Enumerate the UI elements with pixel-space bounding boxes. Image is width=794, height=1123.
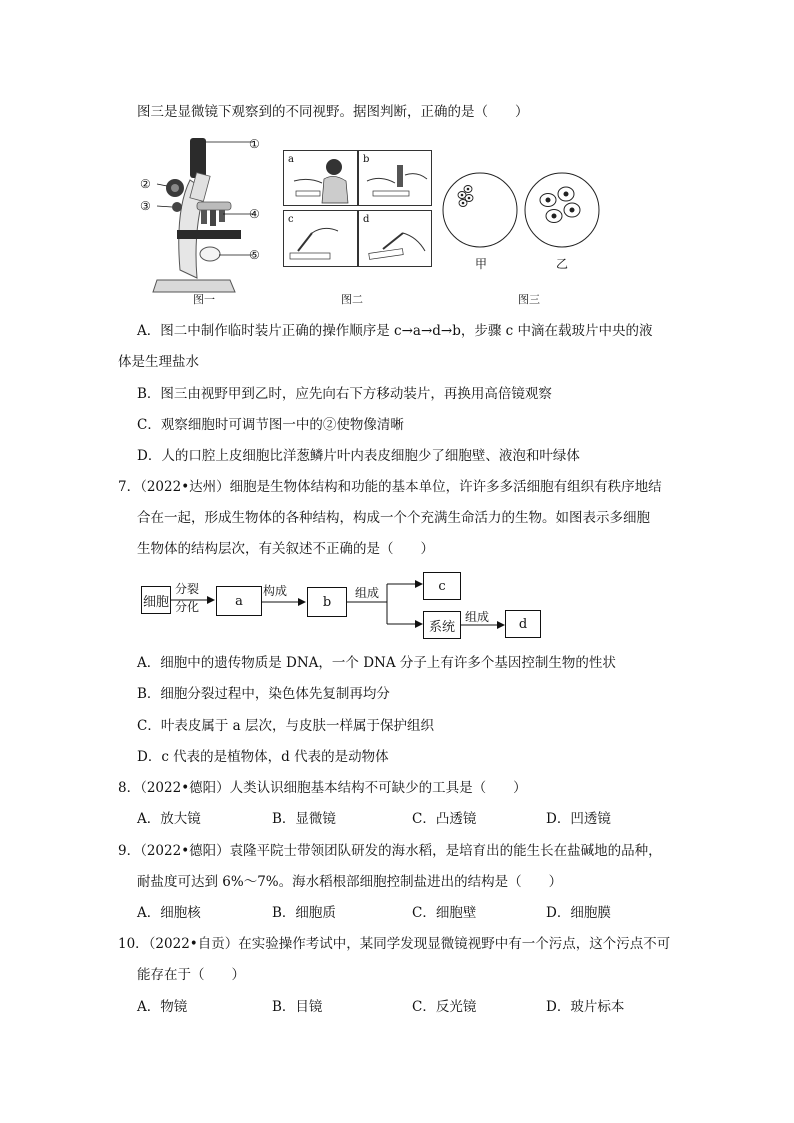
q10-stem-line-2: 能存在于（ ） bbox=[137, 967, 245, 983]
q6-option-c: C．观察细胞时可调节图一中的②使物像清晰 bbox=[137, 417, 404, 433]
diagram-box-d: d bbox=[505, 610, 541, 638]
q7-option-c: C．叶表皮属于 a 层次，与皮肤一样属于保护组织 bbox=[137, 718, 434, 734]
diagram-diff-label: 分化 bbox=[175, 600, 200, 614]
panel-d-drawing bbox=[359, 211, 431, 266]
panel-a-drawing bbox=[284, 151, 357, 205]
panel-a-label: a bbox=[288, 154, 294, 165]
microscope-label-1: ① bbox=[249, 137, 260, 151]
arrow-b-branch bbox=[347, 578, 427, 630]
q6-option-a-cont: 体是生理盐水 bbox=[118, 354, 199, 370]
q7-option-d: D．c 代表的是植物体，d 代表的是动物体 bbox=[137, 749, 389, 765]
q9-option-d: D．细胞膜 bbox=[546, 905, 611, 921]
diagram-box-a: a bbox=[216, 586, 262, 616]
q10-option-d: D．玻片标本 bbox=[546, 999, 625, 1015]
panel-b-drawing bbox=[359, 151, 431, 205]
q7-stem-line-1: 7．（2022•达州）细胞是生物体结构和功能的基本单位，许许多多活细胞有组织有秩序地结 bbox=[118, 479, 662, 495]
figure-2-caption: 图二 bbox=[341, 293, 363, 306]
q7-option-b: B．细胞分裂过程中，染色体先复制再均分 bbox=[137, 686, 390, 702]
q10-option-b: B．目镜 bbox=[272, 999, 323, 1015]
q10-option-c: C．反光镜 bbox=[412, 999, 477, 1015]
panel-c bbox=[283, 210, 358, 267]
q7-option-a: A．细胞中的遗传物质是 DNA，一个 DNA 分子上有许多个基因控制生物的性状 bbox=[137, 655, 616, 671]
q10-option-a: A．物镜 bbox=[137, 999, 188, 1015]
arrow-system-to-d bbox=[461, 621, 507, 629]
panel-a bbox=[283, 150, 358, 206]
panel-c-drawing bbox=[284, 211, 357, 266]
q8-option-b: B．显微镜 bbox=[272, 811, 336, 827]
microscope-label-3: ③ bbox=[140, 199, 151, 213]
diagram-box-b: b bbox=[307, 587, 347, 617]
q7-stem-line-3: 生物体的结构层次，有关叙述不正确的是（ ） bbox=[137, 541, 434, 557]
microscope-label-2: ② bbox=[140, 177, 151, 191]
panel-b bbox=[358, 150, 432, 206]
q9-stem-line-2: 耐盐度可达到 6%～7%。海水稻根部细胞控制盐进出的结构是（ ） bbox=[137, 874, 563, 890]
view-jia-label: 甲 bbox=[475, 257, 488, 271]
q8-option-a: A．放大镜 bbox=[137, 811, 201, 827]
panel-b-label: b bbox=[363, 154, 370, 165]
arrow-a-to-b bbox=[262, 598, 308, 606]
diagram-compose-label-1: 组成 bbox=[355, 586, 380, 600]
diagram-split-label: 分裂 bbox=[175, 582, 200, 596]
q8-stem: 8．（2022•德阳）人类认识细胞基本结构不可缺少的工具是（ ） bbox=[118, 780, 527, 796]
question-6-intro: 图三是显微镜下观察到的不同视野。据图判断，正确的是（ ） bbox=[137, 104, 529, 120]
diagram-compose-label-2: 组成 bbox=[465, 610, 490, 624]
figure-1-caption: 图一 bbox=[193, 293, 215, 306]
panel-d bbox=[358, 210, 432, 267]
microscope-label-4: ④ bbox=[249, 207, 260, 221]
q7-stem-line-2: 合在一起，形成生物体的各种结构，构成一个个充满生命活力的生物。如图表示多细胞 bbox=[137, 510, 650, 526]
q9-stem-line-1: 9．（2022•德阳）袁隆平院士带领团队研发的海水稻，是培育出的能生长在盐碱地的品种， bbox=[118, 843, 662, 859]
q8-option-d: D．凹透镜 bbox=[546, 811, 611, 827]
q6-option-a: A．图二中制作临时装片正确的操作顺序是 c→a→d→b，步骤 c 中滴在载玻片中央的液 bbox=[137, 323, 653, 339]
q8-option-c: C．凸透镜 bbox=[412, 811, 477, 827]
panel-d-label: d bbox=[363, 214, 370, 225]
q10-stem-line-1: 10．（2022•自贡）在实验操作考试中，某同学发现显微镜视野中有一个污点，这个污点不可 bbox=[118, 936, 671, 952]
view-yi bbox=[522, 170, 602, 250]
arrow-cell-to-a bbox=[171, 596, 216, 604]
view-yi-label: 乙 bbox=[556, 257, 569, 271]
diagram-cell-box: 细胞 bbox=[141, 586, 171, 614]
microscope-label-5: ⑤ bbox=[249, 248, 260, 262]
diagram-box-c: c bbox=[423, 572, 461, 600]
diagram-box-system: 系统 bbox=[423, 611, 461, 639]
diagram-form-label: 构成 bbox=[263, 584, 288, 598]
q6-option-d: D．人的口腔上皮细胞比洋葱鳞片叶内表皮细胞少了细胞壁、液泡和叶绿体 bbox=[137, 448, 580, 464]
q9-option-a: A．细胞核 bbox=[137, 905, 201, 921]
q9-option-b: B．细胞质 bbox=[272, 905, 336, 921]
figure-3-caption: 图三 bbox=[518, 293, 540, 306]
q6-option-b: B．图三由视野甲到乙时，应先向右下方移动装片，再换用高倍镜观察 bbox=[137, 386, 552, 402]
panel-c-label: c bbox=[288, 214, 294, 225]
q9-option-c: C．细胞壁 bbox=[412, 905, 477, 921]
view-jia bbox=[440, 170, 520, 250]
